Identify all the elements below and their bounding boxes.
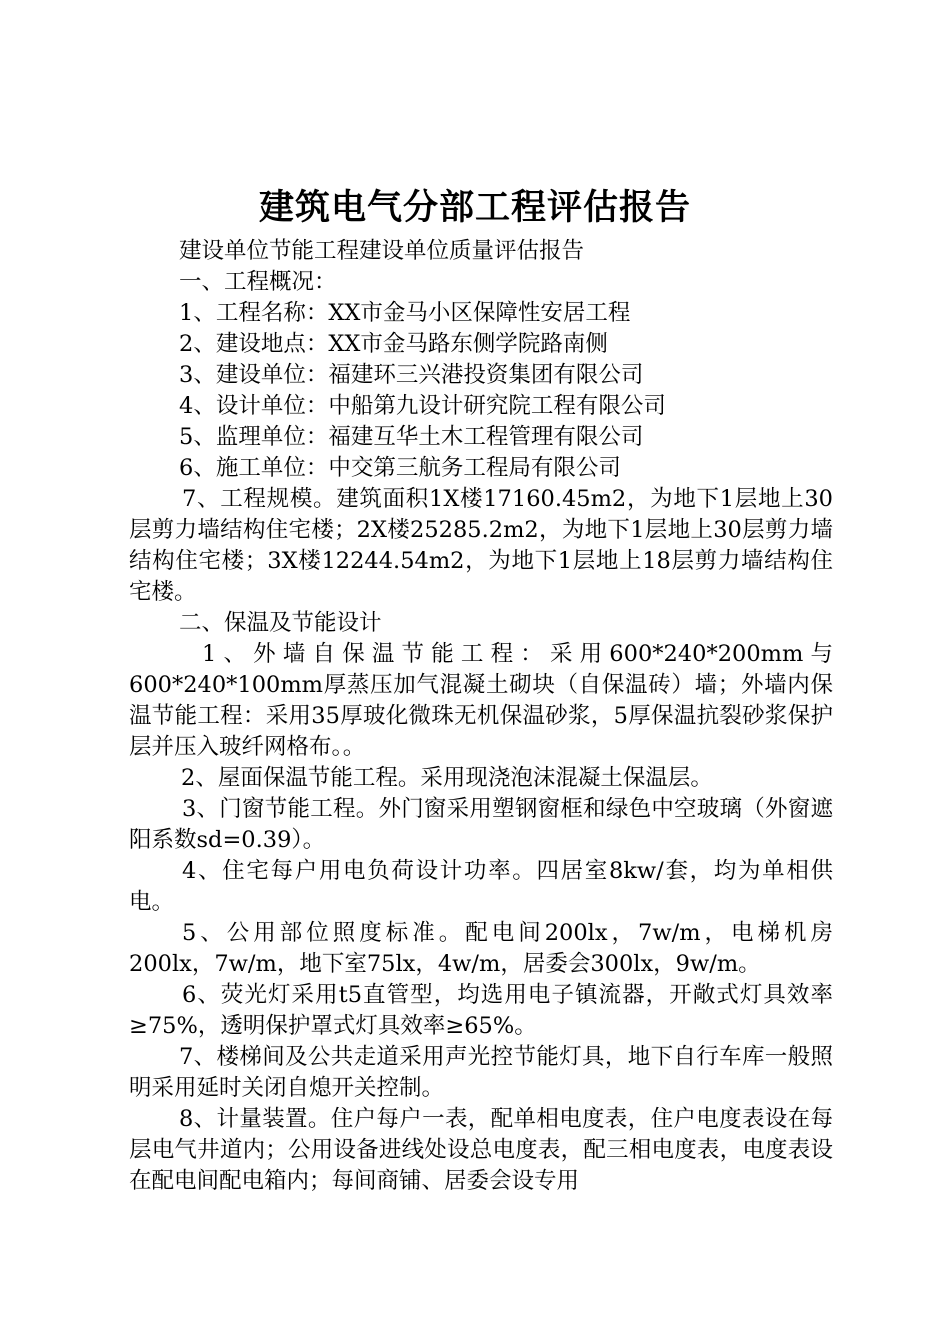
overview-item-supervisor: 5、监理单位：福建互华土木工程管理有限公司 bbox=[179, 424, 644, 450]
overview-item-project-name: 1、工程名称：XX市金马小区保障性安居工程 bbox=[179, 300, 631, 326]
insulation-item-fluorescent: 6、荧光灯采用t5直管型，均选用电子镇流器，开敞式灯具效率≥75%，透明保护罩式灯具效率≥65%。 bbox=[129, 982, 833, 1039]
document-title: 建筑电气分部工程评估报告 bbox=[258, 187, 691, 228]
report-subtitle: 建设单位节能工程建设单位质量评估报告 bbox=[179, 238, 585, 264]
insulation-item-load-power: 4、住宅每户用电负荷设计功率。四居室8kw/套，均为单相供电。 bbox=[129, 858, 833, 915]
overview-item-scale: 7、工程规模。建筑面积1X楼17160.45m2，为地下1层地上30层剪力墙结构住宅楼；2X楼25285.2m2，为地下1层地上30层剪力墙结构住宅楼；3X楼12244.54m2，为地下1层地上18层剪力墙结构住宅楼。 bbox=[129, 486, 833, 605]
insulation-item-illumination: 5、公用部位照度标准。配电间200lx，7w/m，电梯机房200lx，7w/m，地下室75lx，4w/m，居委会300lx，9w/m。 bbox=[129, 920, 833, 977]
insulation-item-metering: 8、计量装置。住户每户一表，配单相电度表，住户电度表设在每层电气井道内；公用设备进线处设总电度表，配三相电度表，电度表设在配电间配电箱内；每间商铺、居委会设专用 bbox=[129, 1106, 833, 1194]
section-heading-insulation: 二、保温及节能设计 bbox=[179, 610, 382, 636]
insulation-item-stair-lighting: 7、楼梯间及公共走道采用声光控节能灯具，地下自行车库一般照明采用延时关闭自熄开关控制。 bbox=[129, 1044, 833, 1101]
overview-item-builder: 3、建设单位：福建环三兴港投资集团有限公司 bbox=[179, 362, 644, 388]
insulation-item-roof: 2、屋面保温节能工程。采用现浇泡沫混凝土保温层。 bbox=[181, 765, 713, 791]
insulation-item-windows: 3、门窗节能工程。外门窗采用塑钢窗框和绿色中空玻璃（外窗遮阳系数sd=0.39）。 bbox=[129, 796, 833, 853]
document-body bbox=[129, 236, 833, 1197]
insulation-item-exterior-wall: 1、外墙自保温节能工程：采用600*240*200mm与600*240*100mm厚蒸压加气混凝土砌块（自保温砖）墙；外墙内保温节能工程：采用35厚玻化微珠无机保温砂浆，5厚保温抗裂砂浆保护层并压入玻纤网格布。。 bbox=[129, 641, 833, 760]
overview-item-contractor: 6、施工单位：中交第三航务工程局有限公司 bbox=[179, 455, 621, 481]
overview-item-location: 2、建设地点：XX市金马路东侧学院路南侧 bbox=[179, 331, 608, 357]
overview-item-designer: 4、设计单位：中船第九设计研究院工程有限公司 bbox=[179, 393, 666, 419]
section-heading-overview: 一、工程概况： bbox=[179, 269, 337, 295]
